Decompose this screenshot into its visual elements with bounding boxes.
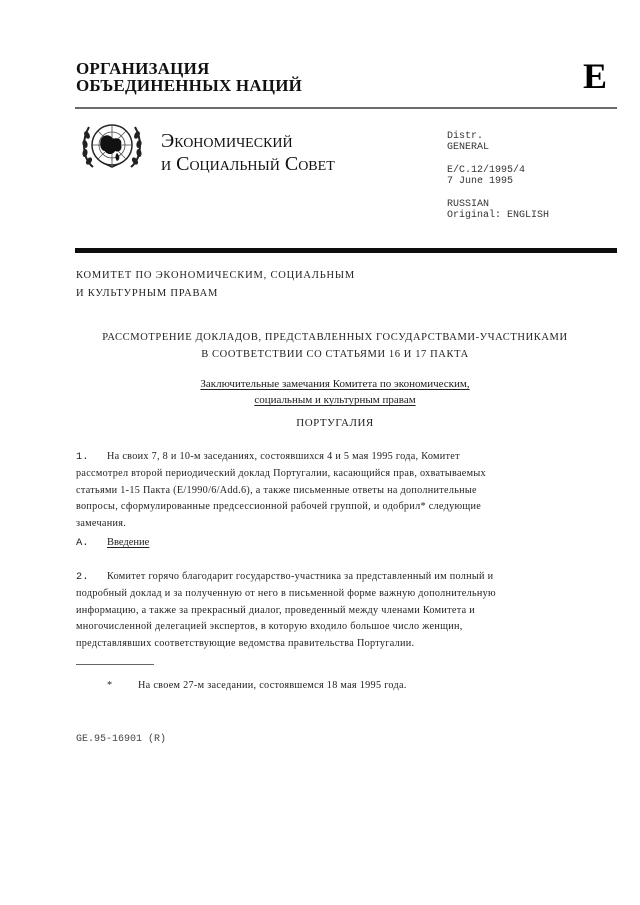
committee-name-line-1: КОМИТЕТ ПО ЭКОНОМИЧЕСКИМ, СОЦИАЛЬНЫМ bbox=[76, 270, 356, 281]
paragraph-line: многочисленной делегацией экспертов, в которую входило большое число женщин, bbox=[76, 621, 463, 633]
header-thick-rule bbox=[75, 248, 617, 253]
document-symbol: E/C.12/1995/4 bbox=[447, 165, 526, 176]
distr-label: Distr. bbox=[447, 131, 484, 142]
paragraph-line: информацию, а также за прекрасный диалог, проведенный между членами Комитета и bbox=[76, 604, 475, 616]
committee-name-line-2: И КУЛЬТУРНЫМ ПРАВАМ bbox=[76, 288, 219, 299]
job-number: GE.95-16901 (R) bbox=[76, 734, 167, 745]
footnote-text: На своем 27-м заседании, состоявшемся 18 мая 1995 года. bbox=[138, 680, 407, 691]
paragraph-1 bbox=[76, 449, 566, 532]
document-subtitle-line-1: Заключительные замечания Комитета по экономическим, bbox=[200, 378, 470, 390]
council-name-line-1: Экономический bbox=[161, 130, 293, 152]
council-name-line-2: и Социальный Совет bbox=[161, 153, 335, 175]
document-subtitle-line-2: социальным и культурным правам bbox=[254, 394, 416, 406]
paragraph-line: вопросы, сформулированные предсессионной рабочей группой, и одобрил* следующие bbox=[76, 501, 482, 513]
document-title-line-2: В СООТВЕТСТВИИ СО СТАТЬЯМИ 16 И 17 ПАКТА bbox=[201, 349, 469, 360]
distribution-block bbox=[447, 131, 549, 221]
header-rule bbox=[75, 107, 617, 109]
footnote-mark: * bbox=[107, 680, 113, 691]
paragraph-line: подробный доклад и за полученную от него в письменной форме важную дополнительную bbox=[76, 588, 496, 600]
footnote bbox=[107, 680, 407, 691]
section-title: Введение bbox=[107, 537, 150, 548]
un-emblem-icon bbox=[79, 119, 145, 173]
organization-name-line-2: ОБЪЕДИНЕННЫХ НАЦИЙ bbox=[76, 76, 303, 95]
original-language: Original: ENGLISH bbox=[447, 210, 550, 221]
footnote-rule bbox=[76, 664, 154, 665]
paragraph-number: 1. bbox=[76, 452, 89, 463]
country-heading: ПОРТУГАЛИЯ bbox=[296, 417, 374, 429]
committee-name bbox=[76, 267, 355, 303]
organization-name-line-1: ОРГАНИЗАЦИЯ bbox=[76, 59, 210, 78]
paragraph-line: замечания. bbox=[76, 517, 127, 529]
paragraph-line: представлявших соответствующие ведомства правительства Португалии. bbox=[76, 637, 415, 649]
paragraph-line: Комитет горячо благодарит государство-участника за представленный им полный и bbox=[107, 571, 494, 582]
distr-value: GENERAL bbox=[447, 142, 490, 153]
document-date: 7 June 1995 bbox=[447, 176, 514, 187]
document-title-line-1: РАССМОТРЕНИЕ ДОКЛАДОВ, ПРЕДСТАВЛЕННЫХ ГОСУДАРСТВАМИ-УЧАСТНИКАМИ bbox=[102, 332, 568, 343]
paragraph-line: На своих 7, 8 и 10-м заседаниях, состоявшихся 4 и 5 мая 1995 года, Комитет bbox=[107, 451, 460, 462]
document-subtitle bbox=[70, 376, 600, 408]
language-letter: E bbox=[583, 56, 608, 96]
document-language: RUSSIAN bbox=[447, 199, 490, 210]
organization-name bbox=[76, 60, 302, 94]
paragraph-line: рассмотрел второй периодический доклад Португалии, касающийся прав, охватываемых bbox=[76, 468, 486, 480]
paragraph-line: статьями 1-15 Пакта (E/1990/6/Add.6), а также письменные ответы на дополнительные bbox=[76, 484, 477, 496]
council-name bbox=[161, 130, 335, 176]
paragraph-2 bbox=[76, 569, 566, 652]
paragraph-number: 2. bbox=[76, 572, 89, 583]
section-letter: A. bbox=[76, 537, 89, 549]
section-heading-a bbox=[76, 537, 149, 549]
document-title bbox=[70, 329, 600, 363]
